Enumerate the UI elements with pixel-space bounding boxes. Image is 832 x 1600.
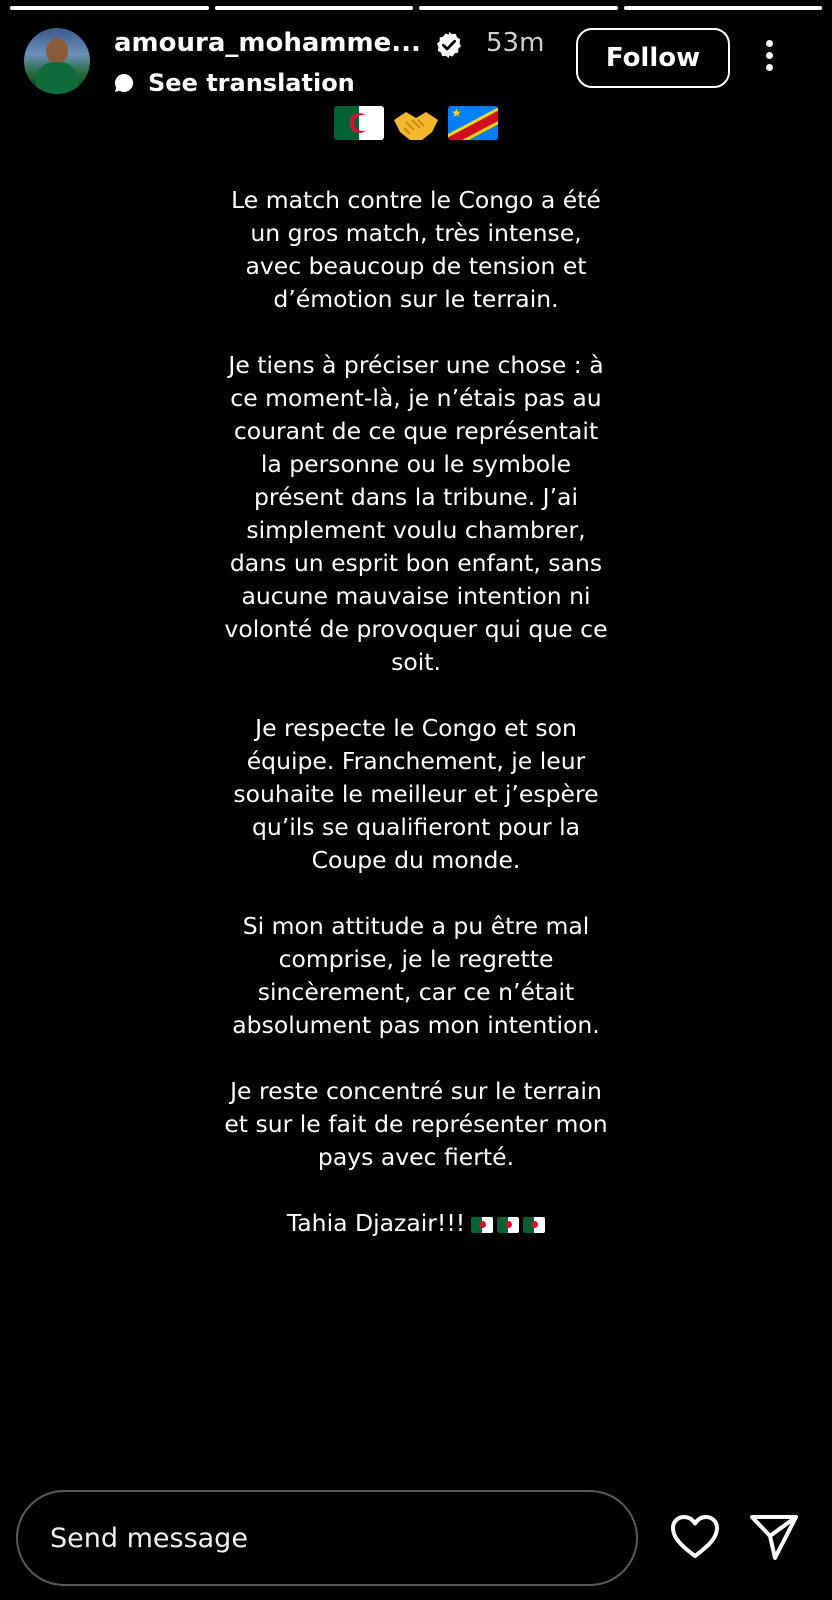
follow-button[interactable]: Follow [576, 28, 730, 88]
verified-badge-icon [434, 30, 464, 60]
story-text [220, 184, 612, 1273]
story-closing [220, 1207, 612, 1240]
handshake-icon [390, 106, 442, 146]
send-message-input[interactable] [16, 1490, 638, 1586]
story-paragraph: Si mon attitude a pu être mal comprise, je le regrette sincèrement, car ce n’était absolument pas mon intention. [232, 912, 600, 1039]
heart-icon[interactable] [670, 1514, 720, 1560]
story-progress-bar [10, 6, 822, 10]
avatar[interactable] [24, 28, 90, 94]
reply-bar [0, 1468, 832, 1600]
emoji-row [0, 106, 832, 146]
algeria-flags-icon [471, 1217, 545, 1233]
story-paragraph: Je respecte le Congo et son équipe. Franchement, je leur souhaite le meilleur et j’espère qu’ils se qualifieront pour la Coupe du monde. [233, 714, 599, 874]
story-paragraph: Je tiens à préciser une chose : à ce moment-là, je n’étais pas au courant de ce que représentait la personne ou le symbole présent dans la tribune. J’ai simplement voulu chambrer, dans un esprit bon enfant, sans aucune mauvaise intention ni volonté de provoquer qui que ce soit. [224, 351, 608, 676]
closing-text: Tahia Djazair!!! [286, 1209, 466, 1237]
post-time: 53m [486, 28, 545, 58]
translate-bubble-icon [114, 73, 134, 93]
see-translation-link[interactable] [114, 68, 355, 98]
username[interactable]: amoura_mohamme... [114, 28, 421, 58]
dr-congo-flag-icon: ★ [448, 106, 498, 140]
send-share-icon[interactable] [748, 1512, 800, 1562]
algeria-flag-icon [334, 106, 384, 140]
progress-segment [624, 6, 823, 10]
progress-segment [10, 6, 209, 10]
more-options-icon[interactable] [762, 40, 776, 76]
story-header [24, 28, 808, 98]
story-paragraph: Je reste concentré sur le terrain et sur le fait de représenter mon pays avec fierté. [224, 1077, 608, 1171]
progress-segment [419, 6, 618, 10]
progress-segment [215, 6, 414, 10]
story-paragraph: Le match contre le Congo a été un gros match, très intense, avec beaucoup de tension et d’émotion sur le terrain. [231, 186, 601, 313]
see-translation-label: See translation [148, 69, 355, 97]
